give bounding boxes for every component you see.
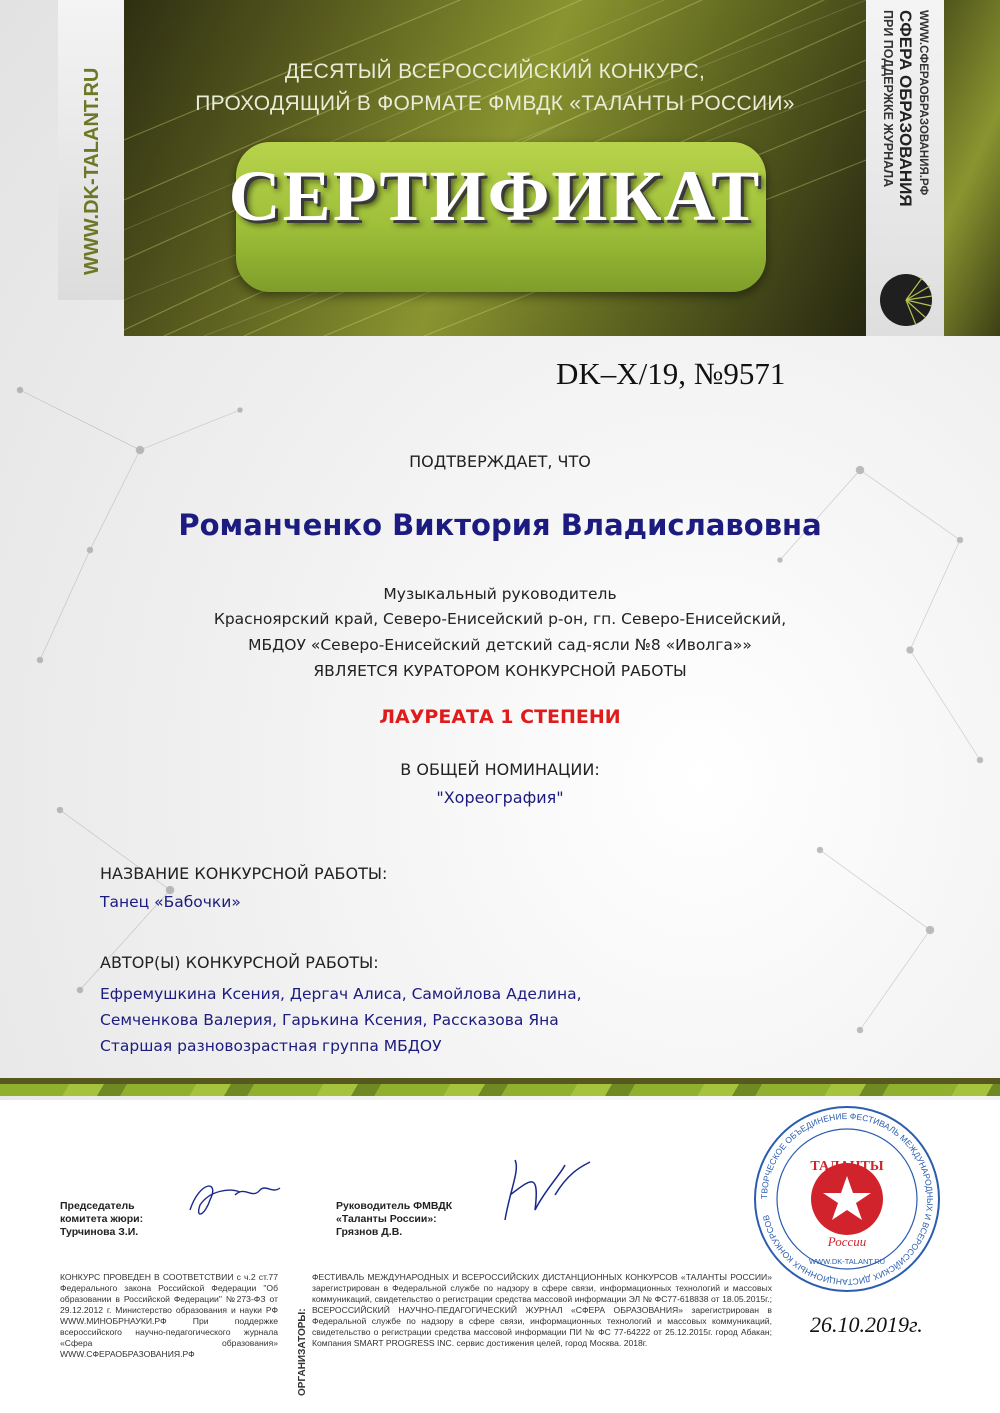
svg-text:WWW.DK-TALANT.RU: WWW.DK-TALANT.RU [81, 67, 103, 275]
journal-logo-icon [878, 272, 934, 328]
svg-text:WWW.DK-TALANT.RU: WWW.DK-TALANT.RU [808, 1257, 886, 1266]
header-banner [124, 0, 866, 336]
authors-list [100, 981, 582, 1059]
festival-head-title-2: «Таланты России»: [336, 1213, 437, 1225]
official-stamp [752, 1104, 942, 1294]
footer-band-green [0, 1084, 1000, 1096]
confirms-label: ПОДТВЕРЖДАЕТ, ЧТО [409, 452, 591, 471]
registration-number: DK–X/19, №9571 [556, 356, 786, 391]
director-signature-icon [490, 1150, 600, 1230]
organizers-label-vertical [292, 1268, 310, 1398]
svg-text:ТАЛАНТЫ: ТАЛАНТЫ [810, 1159, 884, 1174]
work-title-label: НАЗВАНИЕ КОНКУРСНОЙ РАБОТЫ: [100, 864, 388, 883]
svg-text:СФЕРА ОБРАЗОВАНИЯ: СФЕРА ОБРАЗОВАНИЯ [896, 10, 915, 207]
organizers-legal-text: ФЕСТИВАЛЬ МЕЖДУНАРОДНЫХ И ВСЕРОССИЙСКИХ ДИСТАНЦИОННЫХ КОНКУРСОВ «ТАЛАНТЫ РОССИИ» зарегистрирован в Федеральной службе по надзору в сфере связи, информационных технологий и массовых коммуникаций, свидетельство о регистрации средства массовой информации ЭЛ № ФС77-618838 от 18.05.2015г.; ВСЕРОССИЙСКИЙ НАУЧНО-ПЕДАГОГИЧЕСКИЙ ЖУРНАЛ «СФЕРА ОБРАЗОВАНИЯ» зарегистрирован в Федеральной службе по надзору в сфере связи, информационных технологий и массовых коммуникаций, свидетельство о регистрации средства массовой информации ПИ № ФС 77-64222 от 25.12.2015г. город Абакан; Компания SMART PROGRESS INC. сервис достижения целей, город Москва. 2018г. [312, 1272, 772, 1348]
work-title: Танец «Бабочки» [100, 893, 241, 911]
contest-title-line-2: ПРОХОДЯЩИЙ В ФОРМАТЕ ФМВДК «ТАЛАНТЫ РОССИИ» [195, 92, 795, 115]
jury-chair-block [60, 1200, 143, 1239]
recipient-name: Романченко Виктория Владиславовна [178, 508, 822, 542]
issue-date: 26.10.2019г. [810, 1312, 923, 1337]
contest-title-line-1: ДЕСЯТЫЙ ВСЕРОССИЙСКИЙ КОНКУРС, [284, 60, 706, 83]
left-side-panel [58, 0, 124, 300]
jury-chair-title-1: Председатель [60, 1200, 135, 1212]
right-edge-stripe [944, 0, 1000, 336]
authors-line-1: Ефремушкина Ксения, Дергач Алиса, Самойлова Аделина, [100, 985, 582, 1003]
recipient-position: Музыкальный руководитель [383, 585, 617, 603]
svg-text:ПРИ ПОДДЕРЖКЕ ЖУРНАЛА: ПРИ ПОДДЕРЖКЕ ЖУРНАЛА [881, 10, 895, 188]
festival-head-title-1: Руководитель ФМВДК [336, 1200, 453, 1212]
site-url-vertical [76, 10, 106, 280]
svg-text:ТВОРЧЕСКОЕ ОБЪЕДИНЕНИЕ ФЕСТИВА: ТВОРЧЕСКОЕ ОБЪЕДИНЕНИЕ ФЕСТИВАЛЬ МЕЖДУНАРОДНЫХ И ВСЕРОССИЙСКИХ ДИСТАНЦИОННЫХ КОНКУРСОВ [758, 1110, 936, 1288]
award-title: ЛАУРЕАТА 1 СТЕПЕНИ [379, 706, 621, 728]
recipient-address: Красноярский край, Северо-Енисейский р-он, гп. Северо-Енисейский, [213, 610, 787, 628]
legal-basis-text: КОНКУРС ПРОВЕДЕН В СООТВЕТСТВИИ с ч.2 ст.77 Федерального закона Российской Федерации "Об образовании в Российской Федерации" №273-ФЗ от 29.12.2012 г. Министерство образования и науки РФ WWW.МИНОБРНАУКИ.РФ При поддержке всероссийского научно-педагогического журнала «Сфера образования» WWW.СФЕРАОБРАЗОВАНИЯ.РФ [60, 1272, 278, 1359]
authors-line-2: Семченкова Валерия, Гарькина Ксения, Рассказова Яна [100, 1011, 559, 1029]
jury-chair-name: Турчинова З.И. [60, 1226, 139, 1238]
svg-text:ОРГАНИЗАТОРЫ:: ОРГАНИЗАТОРЫ: [297, 1308, 308, 1396]
nomination-label: В ОБЩЕЙ НОМИНАЦИИ: [400, 760, 600, 779]
recipient-organization: МБДОУ «Северо-Енисейский детский сад-ясли №8 «Иволга»» [248, 636, 752, 654]
festival-head-block [336, 1200, 452, 1239]
svg-text:России: России [827, 1234, 867, 1249]
curator-statement: ЯВЛЯЕТСЯ КУРАТОРОМ КОНКУРСНОЙ РАБОТЫ [313, 662, 687, 680]
festival-head-name: Грязнов Д.В. [336, 1226, 403, 1238]
authors-line-3: Старшая разновозрастная группа МБДОУ [100, 1037, 442, 1055]
jury-chair-title-2: комитета жюри: [60, 1213, 144, 1225]
authors-label: АВТОР(Ы) КОНКУРСНОЙ РАБОТЫ: [100, 953, 379, 972]
nomination-value: "Хореография" [436, 788, 564, 807]
jury-signature-icon [180, 1170, 290, 1230]
footer-divider-band [0, 1078, 1000, 1100]
journal-support-vertical [874, 10, 938, 260]
svg-text:WWW.СФЕРАОБРАЗОВАНИЯ.РФ: WWW.СФЕРАОБРАЗОВАНИЯ.РФ [917, 10, 929, 196]
certificate-title: СЕРТИФИКАТ [228, 156, 762, 236]
